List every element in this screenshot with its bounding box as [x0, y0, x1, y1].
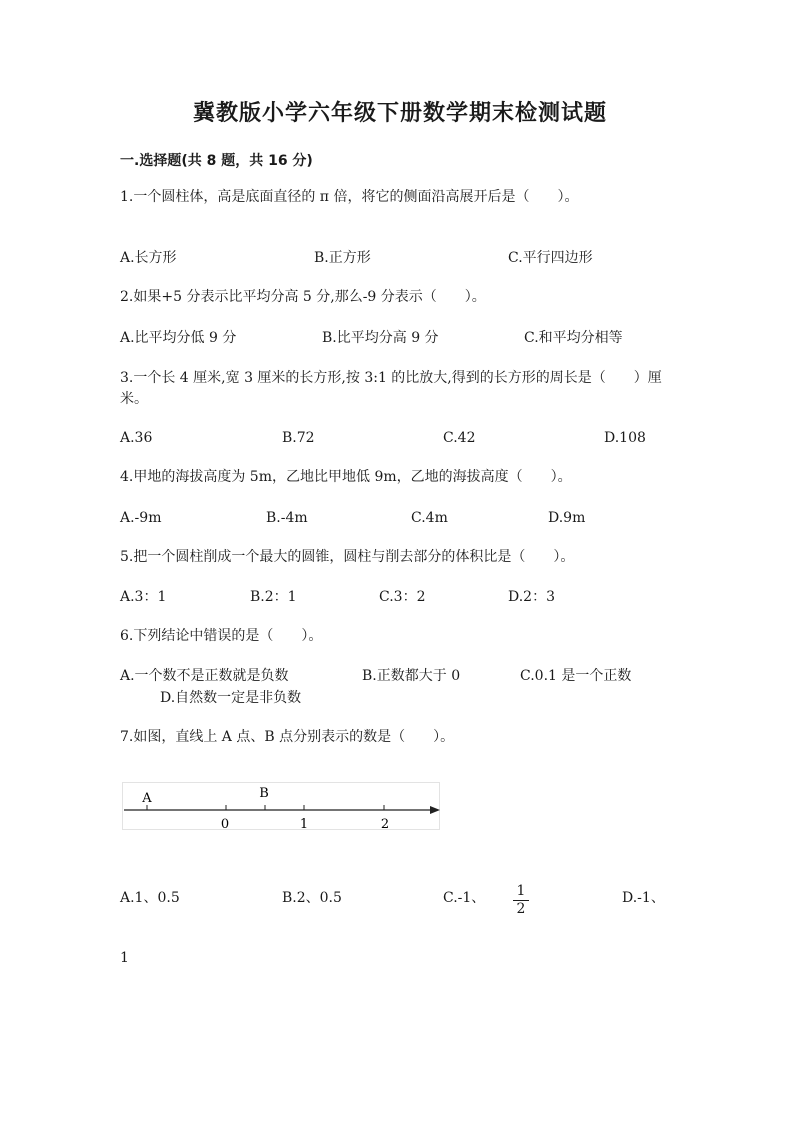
- q4-option-c[interactable]: C.4m: [411, 510, 448, 526]
- fraction-denominator: 2: [516, 901, 526, 917]
- q6-option-b[interactable]: B.正数都大于 0: [362, 668, 461, 684]
- q7-option-a[interactable]: A.1、0.5: [120, 890, 180, 906]
- q1-option-b[interactable]: B.正方形: [314, 250, 371, 266]
- tick-label-0: 0: [220, 817, 230, 830]
- axis-arrow-icon: [430, 806, 440, 814]
- q7-option-b[interactable]: B.2、0.5: [282, 890, 342, 906]
- section-heading: 一.选择题(共 8 题，共 16 分): [120, 153, 313, 169]
- question-1: 1.一个圆柱体，高是底面直径的 π 倍，将它的侧面沿高展开后是（ ）。: [120, 189, 579, 205]
- q7-option-c-fraction: [513, 884, 529, 917]
- fraction-numerator: 1: [513, 884, 529, 901]
- q4-option-a[interactable]: A.-9m: [120, 510, 162, 526]
- q3-option-c[interactable]: C.42: [443, 430, 476, 446]
- q5-option-d[interactable]: D.2：3: [508, 589, 555, 605]
- q6-option-d[interactable]: D.自然数一定是非负数: [160, 690, 302, 706]
- q3-option-a[interactable]: A.36: [120, 430, 153, 446]
- q2-option-a[interactable]: A.比平均分低 9 分: [120, 330, 237, 346]
- q6-option-c[interactable]: C.0.1 是一个正数: [520, 668, 632, 684]
- figure-frame: [123, 783, 440, 830]
- q1-option-c[interactable]: C.平行四边形: [508, 250, 593, 266]
- question-2: 2.如果+5 分表示比平均分高 5 分,那么-9 分表示（ ）。: [120, 289, 486, 305]
- q5-option-a[interactable]: A.3：1: [120, 589, 167, 605]
- q3-option-d[interactable]: D.108: [604, 430, 646, 446]
- q6-option-a[interactable]: A.一个数不是正数就是负数: [120, 668, 289, 684]
- question-5: 5.把一个圆柱削成一个最大的圆锥，圆柱与削去部分的体积比是（ ）。: [120, 549, 575, 565]
- q5-option-c[interactable]: C.3：2: [379, 589, 426, 605]
- q4-option-b[interactable]: B.-4m: [266, 510, 308, 526]
- q7-option-c[interactable]: C.-1、: [443, 890, 486, 906]
- q4-option-d[interactable]: D.9m: [548, 510, 586, 526]
- number-line-figure: [122, 782, 440, 830]
- label-point-b: B: [259, 786, 269, 801]
- q2-option-c[interactable]: C.和平均分相等: [524, 330, 623, 346]
- tick-label-2: 2: [380, 817, 390, 830]
- question-7: 7.如图，直线上 A 点、B 点分别表示的数是（ ）。: [120, 729, 455, 745]
- q7-option-d[interactable]: D.-1、: [622, 890, 665, 906]
- question-4: 4.甲地的海拔高度为 5m，乙地比甲地低 9m，乙地的海拔高度（ ）。: [120, 469, 572, 485]
- q1-option-a[interactable]: A.长方形: [120, 250, 177, 266]
- q7-option-d-continued: 1: [120, 950, 129, 966]
- tick-label-1: 1: [299, 817, 309, 830]
- q5-option-b[interactable]: B.2：1: [250, 589, 297, 605]
- question-6: 6.下列结论中错误的是（ ）。: [120, 628, 323, 644]
- page-title: 冀教版小学六年级下册数学期末检测试题: [192, 101, 607, 126]
- question-3: 3.一个长 4 厘米,宽 3 厘米的长方形,按 3:1 的比放大,得到的长方形的周长是（ ）厘米。: [120, 370, 662, 407]
- q2-option-b[interactable]: B.比平均分高 9 分: [322, 330, 439, 346]
- label-point-a: A: [142, 791, 152, 806]
- q3-option-b[interactable]: B.72: [282, 430, 315, 446]
